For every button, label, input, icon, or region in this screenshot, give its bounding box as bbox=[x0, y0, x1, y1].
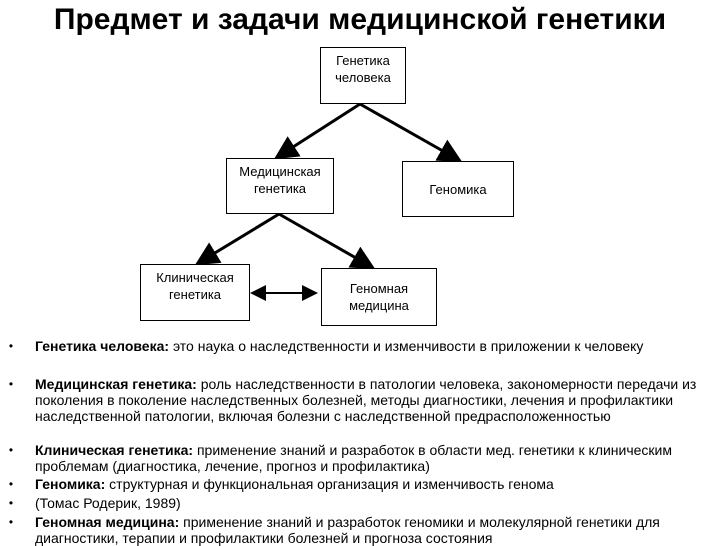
box-clinical-genetics bbox=[140, 264, 250, 321]
arrow-medical-to-genomic-medicine bbox=[279, 214, 370, 266]
box-human-genetics-line2: человека bbox=[335, 70, 391, 85]
bullet-marker: • bbox=[8, 477, 14, 491]
bullet-marker: • bbox=[8, 339, 14, 353]
list-item-description: применение знаний и разработок геномики и молекулярной генетики для диагностики, терапии и профилактики болезней и прогноза состояния bbox=[35, 514, 660, 546]
box-human-genetics bbox=[320, 47, 406, 104]
arrow-medical-to-clinical bbox=[200, 214, 279, 262]
list-item-description: (Томас Родерик, 1989) bbox=[35, 495, 181, 511]
list-item-description: роль наследственности в патологии человека, закономерности передачи из поколения в поколение наследственных болезней, методы диагностики, лечения и профилактики наследственной патологии, включая болезни с наследственной предрасположенностью bbox=[35, 376, 697, 424]
list-item-term: Медицинская генетика: bbox=[35, 376, 197, 392]
list-item-description: применение знаний и разработок в области мед. генетики к клиническим проблемам (диагностика, лечение, прогноз и профилактика) bbox=[35, 442, 673, 474]
box-genomic-medicine bbox=[321, 268, 437, 326]
list-item-description: это наука о наследственности и изменчивости в приложении к человеку bbox=[169, 338, 644, 354]
bullet-marker: • bbox=[8, 377, 14, 391]
list-item-text bbox=[35, 338, 711, 354]
arrow-human-to-medical bbox=[279, 104, 360, 156]
box-medical-genetics-line2: генетика bbox=[253, 181, 307, 196]
arrow-human-to-genomics bbox=[360, 104, 457, 159]
list-item-text bbox=[35, 495, 711, 511]
box-genomic-medicine-line1: Геномная bbox=[349, 281, 409, 296]
bullet-marker: • bbox=[8, 496, 14, 510]
list-item-term: Генетика человека: bbox=[35, 338, 170, 354]
box-genomic-medicine-line2: медицина bbox=[349, 298, 409, 313]
list-item-term: Геномика: bbox=[35, 476, 106, 492]
list-item-text bbox=[35, 514, 711, 546]
list-item-term: Клиническая генетика: bbox=[35, 442, 194, 458]
bullet-marker: • bbox=[8, 515, 14, 529]
box-human-genetics-line1: Генетика bbox=[336, 53, 390, 68]
list-item-text bbox=[35, 376, 711, 424]
list-item-text bbox=[35, 476, 711, 492]
box-genomics-label: Геномика bbox=[429, 181, 487, 197]
page-title: Предмет и задачи медицинской генетики bbox=[53, 3, 667, 36]
box-clinical-genetics-line2: генетика bbox=[168, 287, 222, 302]
box-genomics bbox=[402, 161, 514, 217]
box-clinical-genetics-line1: Клиническая bbox=[156, 270, 234, 285]
bullet-marker: • bbox=[8, 443, 14, 457]
box-medical-genetics-line1: Медицинская bbox=[239, 164, 321, 179]
box-medical-genetics bbox=[226, 158, 334, 214]
list-item-description: структурная и функциональная организация и изменчивость генома bbox=[105, 476, 554, 492]
list-item-term: Геномная медицина: bbox=[35, 514, 180, 530]
list-item-text bbox=[35, 442, 711, 474]
